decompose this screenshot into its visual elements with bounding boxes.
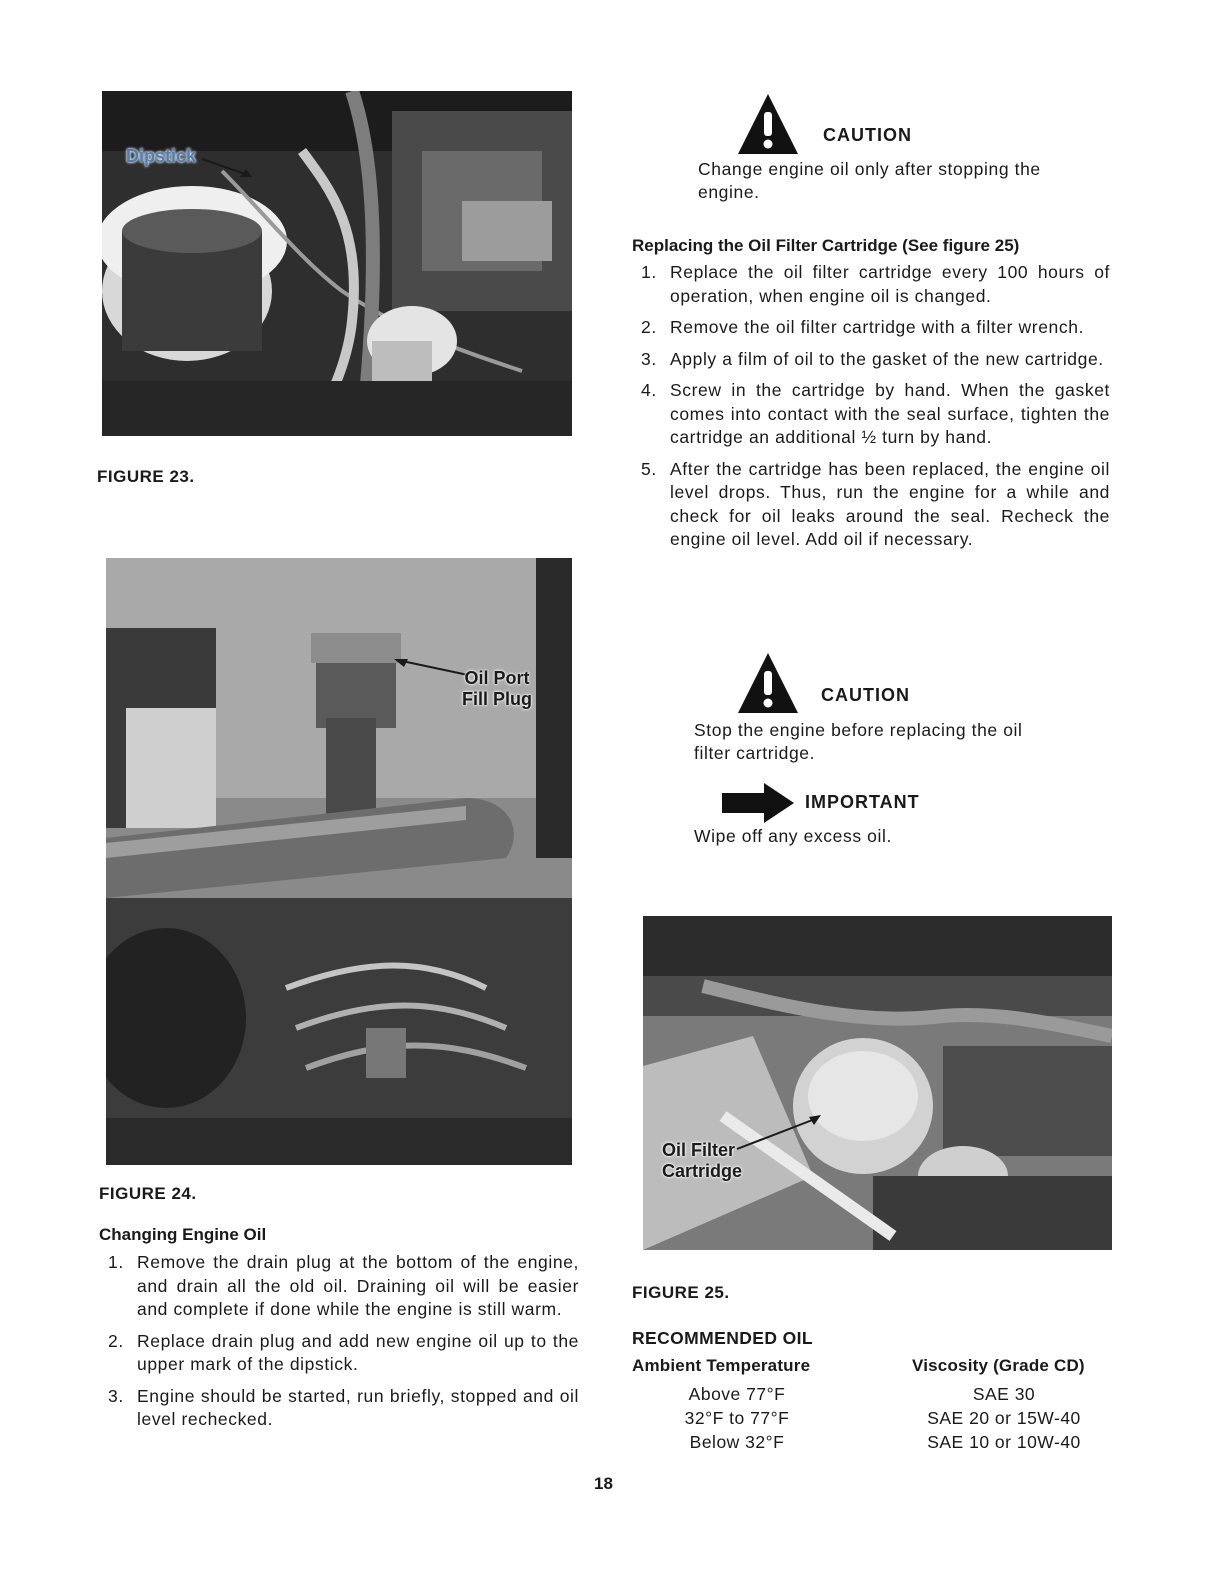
step-number: 2. [641,317,657,337]
important-notice [694,783,1054,848]
step-text: Replace drain plug and add new engine oil up to the upper mark of the dipstick. [137,1330,579,1374]
oil-filter-callout-line1: Oil Filter [662,1140,736,1160]
step-number: 5. [641,458,657,479]
figure-23-photo [102,91,572,436]
changing-oil-heading: Changing Engine Oil [99,1225,267,1244]
arrow-right-icon [722,783,794,823]
list-item [632,261,1110,308]
table-cell: SAE 20 or 15W-40 [927,1408,1081,1428]
dipstick-callout: Dipstick [126,146,197,166]
ambient-temperature-header: Ambient Temperature [632,1356,811,1375]
changing-oil-steps [99,1251,579,1440]
step-text: Engine should be started, run briefly, stopped and oil level rechecked. [137,1385,579,1429]
caution-top [698,92,1058,204]
dipstick-arrow [200,155,260,185]
engine-oil-port-photo [106,558,572,1165]
viscosity-column [898,1356,1110,1454]
list-item [632,379,1110,450]
table-cell: Below 32°F [689,1432,785,1452]
important-body: Wipe off any excess oil. [694,826,892,846]
page-number: 18 [594,1474,613,1493]
table-cell: Above 77°F [688,1384,786,1404]
figure-25-photo [643,916,1112,1250]
list-item [99,1330,579,1377]
table-cell: SAE 30 [972,1384,1036,1404]
viscosity-header: Viscosity (Grade CD) [912,1356,1085,1375]
caution-mid-title: CAUTION [821,685,910,705]
step-text: After the cartridge has been replaced, the engine oil level drops. Thus, run the engine for a while and check for oil leaks around the seal. Recheck the engine oil level. Add oil if necessary. [670,458,1110,549]
list-item [632,348,1110,372]
step-text: Remove the drain plug at the bottom of the engine, and drain all the old oil. Draining oil will be easier and complete if done while the engine is still warm. [137,1252,579,1319]
step-text: Apply a film of oil to the gasket of the new cartridge. [670,348,1104,369]
figure-25-label: FIGURE 25. [632,1283,730,1302]
step-text: Remove the oil filter cartridge with a filter wrench. [670,317,1085,337]
recommended-oil-table [632,1356,1112,1460]
list-item [99,1251,579,1322]
replacing-filter-steps [632,261,1110,560]
list-item [632,458,1110,552]
oil-filter-callout [662,1140,742,1182]
step-number: 2. [108,1330,124,1351]
oil-port-callout-line2: Fill Plug [462,689,532,709]
list-item [632,316,1110,340]
figure-23-label: FIGURE 23. [97,467,195,486]
step-number: 1. [641,262,657,282]
caution-top-body: Change engine oil only after stopping the engine. [698,159,1041,202]
step-number: 3. [641,348,657,369]
caution-mid [694,651,1054,765]
recommended-oil-title: RECOMMENDED OIL [632,1328,813,1348]
table-cell: SAE 10 or 10W-40 [927,1432,1081,1452]
oil-filter-arrow [735,1113,825,1153]
list-item [99,1385,579,1432]
oil-filter-photo [643,916,1112,1250]
step-number: 1. [108,1252,124,1272]
step-number: 4. [641,380,657,400]
oil-filter-callout-line2: Cartridge [662,1161,743,1181]
step-number: 3. [108,1385,124,1406]
warning-triangle-icon [736,92,800,156]
figure-24-label: FIGURE 24. [99,1184,197,1203]
figure-24-photo [106,558,572,1165]
engine-dipstick-photo [102,91,572,436]
oil-port-callout [462,668,532,710]
ambient-temperature-column [632,1356,842,1454]
table-cell: 32°F to 77°F [684,1408,790,1428]
warning-triangle-icon [736,651,800,715]
replacing-filter-heading: Replacing the Oil Filter Cartridge (See figure 25) [632,236,1020,255]
oil-port-arrow [392,655,472,685]
oil-port-callout-line1: Oil Port [464,668,530,688]
step-text: Screw in the cartridge by hand. When the gasket comes into contact with the seal surface, tighten the cartridge an additional ½ turn by hand. [670,380,1110,447]
caution-top-title: CAUTION [823,125,912,145]
important-title: IMPORTANT [805,792,920,812]
caution-mid-body: Stop the engine before replacing the oil filter cartridge. [694,720,1023,763]
step-text: Replace the oil filter cartridge every 100 hours of operation, when engine oil is changed. [670,262,1110,306]
